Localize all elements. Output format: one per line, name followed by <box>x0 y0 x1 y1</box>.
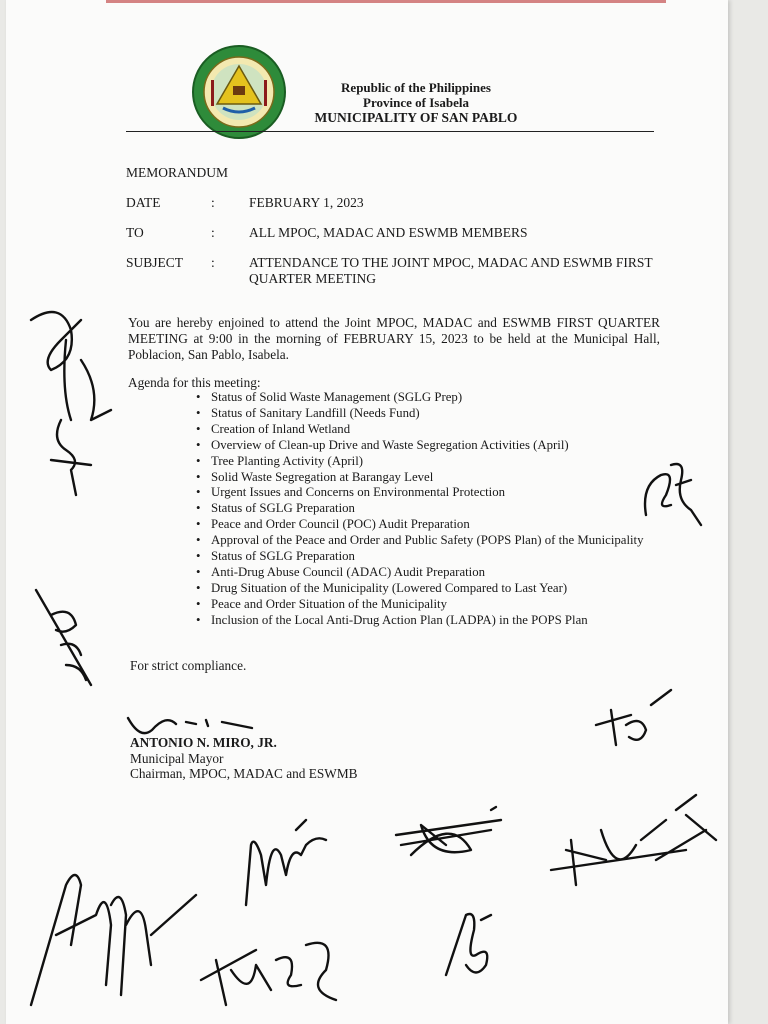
signature-bottom-mid <box>196 930 346 1010</box>
field-value: ALL MPOC, MADAC AND ESWMB MEMBERS <box>249 225 528 240</box>
agenda-item: • Status of Sanitary Landfill (Needs Fund) <box>196 406 644 422</box>
municipal-seal-icon <box>189 42 289 142</box>
margin-signature-right <box>636 455 706 535</box>
agenda-item: • Creation of Inland Wetland <box>196 422 644 438</box>
agenda-item: • Inclusion of the Local Anti-Drug Action Plan (LADPA) in the POPS Plan <box>196 613 644 629</box>
header-divider <box>126 131 654 132</box>
agenda-item: • Approval of the Peace and Order and Public Safety (POPS Plan) of the Municipality <box>196 533 644 549</box>
memo-body: You are hereby enjoined to attend the Joint MPOC, MADAC and ESWMB FIRST QUARTER MEETING at 9:00 in the morning of FEBRUARY 15, 2023 to be held at the Municipal Hall, Poblacion, San Pablo, Isabela. <box>128 315 660 362</box>
signature-mid-1 <box>236 815 336 910</box>
field-label: TO <box>126 225 144 240</box>
closing-line: For strict compliance. <box>130 658 247 673</box>
signature-bottom-right <box>436 905 506 980</box>
agenda-title: Agenda for this meeting: <box>128 375 261 390</box>
margin-signature-left-mid <box>31 585 101 690</box>
letterhead-line-province: Province of Isabela <box>363 95 469 110</box>
field-value: FEBRUARY 1, 2023 <box>249 195 364 210</box>
memorandum-page <box>6 0 728 1024</box>
agenda-list <box>196 390 644 629</box>
field-label: SUBJECT <box>126 255 184 270</box>
signature-right-1 <box>591 685 681 755</box>
letterhead-line-municipality: MUNICIPALITY OF SAN PABLO <box>314 110 518 125</box>
agenda-item: • Solid Waste Segregation at Barangay Level <box>196 470 644 486</box>
agenda-item: • Status of Solid Waste Management (SGLG Prep) <box>196 390 644 406</box>
field-label: DATE <box>126 195 161 210</box>
signatory-title: Municipal Mayor <box>130 750 224 766</box>
letterhead <box>286 80 546 125</box>
signatory-position: Chairman, MPOC, MADAC and ESWMB <box>130 766 358 781</box>
agenda-item: • Status of SGLG Preparation <box>196 549 644 565</box>
field-colon: : <box>211 255 215 270</box>
agenda-item: • Urgent Issues and Concerns on Environmental Protection <box>196 485 644 501</box>
memo-heading: MEMORANDUM <box>126 165 229 180</box>
mayor-signature <box>126 710 266 750</box>
field-colon: : <box>211 225 215 240</box>
agenda-item: • Peace and Order Council (POC) Audit Preparation <box>196 517 644 533</box>
field-colon: : <box>211 195 215 210</box>
margin-signature-left-top <box>21 300 121 500</box>
field-value: ATTENDANCE TO THE JOINT MPOC, MADAC AND ESWMB FIRST QUARTER MEETING <box>249 255 653 286</box>
agenda-item: • Tree Planting Activity (April) <box>196 454 644 470</box>
signatory-name: ANTONIO N. MIRO, JR. <box>130 735 277 750</box>
agenda-item: • Peace and Order Situation of the Municipality <box>196 597 644 613</box>
agenda-item: • Overview of Clean-up Drive and Waste Segregation Activities (April) <box>196 438 644 454</box>
agenda-item: • Anti-Drug Abuse Council (ADAC) Audit Preparation <box>196 565 644 581</box>
top-edge-line <box>106 0 666 3</box>
agenda-item: • Drug Situation of the Municipality (Lowered Compared to Last Year) <box>196 581 644 597</box>
letterhead-line-republic: Republic of the Philippines <box>341 80 491 95</box>
signature-right-2 <box>546 790 721 890</box>
agenda-item: • Status of SGLG Preparation <box>196 501 644 517</box>
signature-bottom-left <box>26 845 206 1015</box>
signature-mid-2 <box>391 805 511 865</box>
